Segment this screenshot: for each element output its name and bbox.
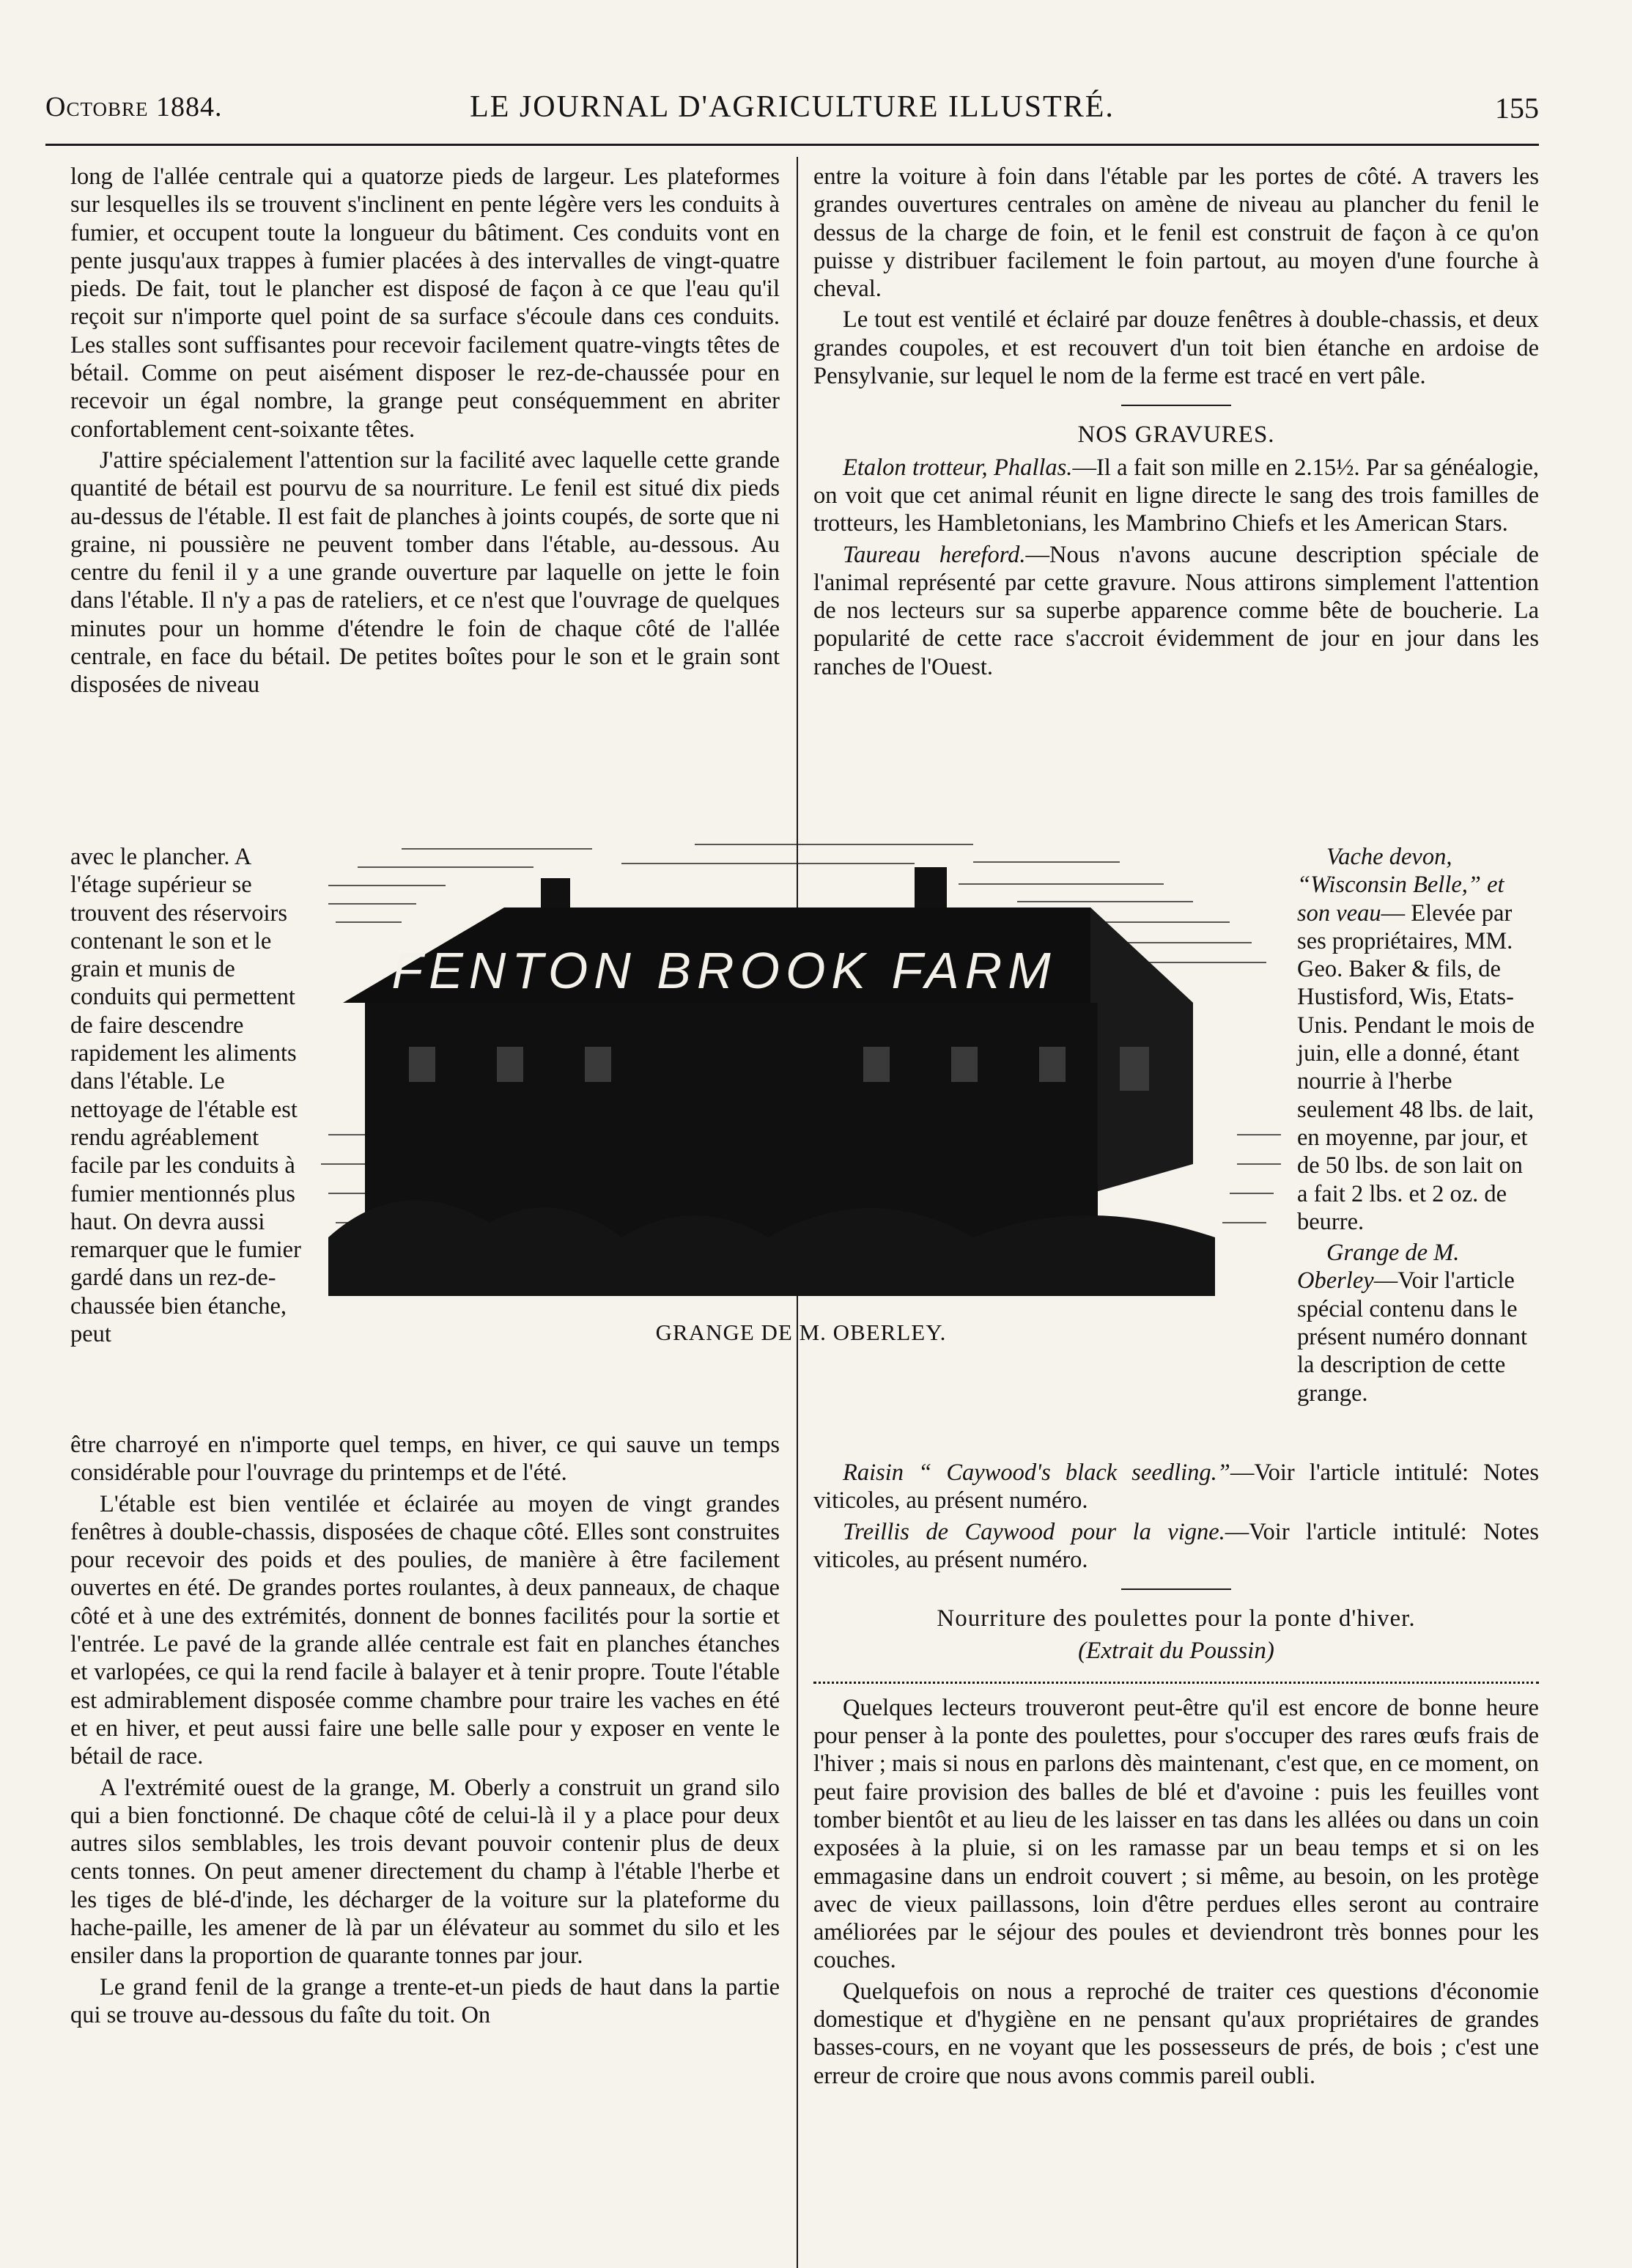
paragraph: entre la voiture à foin dans l'étable par les portes de côté. A travers les grandes ouvertures centrales on amène de niveau au plancher du fenil le dessus de la charge de foin, et le fenil est construit de façon à ce qu'on puisse y distribuer facilement le foin partout, au moyen d'une fourche à cheval. <box>813 163 1539 303</box>
left-column-narrow <box>70 843 303 1348</box>
gravure-item <box>813 1518 1539 1575</box>
left-column-bottom <box>70 1431 780 2029</box>
dotted-rule <box>813 1677 1539 1684</box>
gravure-title: Taureau hereford. <box>843 541 1026 568</box>
gravure-item <box>813 454 1539 538</box>
figure-caption: GRANGE DE M. OBERLEY. <box>655 1319 947 1345</box>
gravure-text: —Voir l'article intitulé: Notes viticoles, au présent numéro. <box>813 1518 1539 1573</box>
left-column-top <box>70 163 780 699</box>
gravure-title: Vache devon, “Wisconsin Belle,” et son veau <box>1297 844 1504 927</box>
gravure-text: —Il a fait son mille en 2.15½. Par sa généalogie, on voit que cet animal réunit en ligne directe le sang des trois familles de trotteurs, les Hambletonians, les Mambrino Chiefs et les American Stars. <box>813 454 1539 537</box>
section-title: Nourriture des poulettes pour la ponte d'hiver. <box>937 1605 1416 1632</box>
paragraph: L'étable est bien ventilée et éclairée au moyen de vingt grandes fenêtres à double-chassis, disposées de chaque côté. Elles sont construites pour recevoir des poids et des poulies, de manière à être facilement ouvertes en été. De grandes portes roulantes, à deux panneaux, de chaque côté et à une des extrémités, donnent de bonnes facilités pour la sortie et l'entrée. Le pavé de la grande allée centrale est fait en planches étanches et varlopées, ce qui la rend facile à balayer et à tenir propre. Toute l'étable est admirablement disposée comme chambre pour traire les vaches en été et en hiver, et peut aussi faire une belle salle pour y exposer en vente le bétail de race. <box>70 1490 780 1770</box>
gravure-title: Treillis de Caywood pour la vigne. <box>843 1518 1225 1545</box>
right-column-bottom <box>813 1459 1539 2090</box>
separator <box>1121 405 1231 406</box>
page-number: 155 <box>1495 92 1539 125</box>
gravure-item <box>813 541 1539 681</box>
barn-illustration <box>314 827 1288 1311</box>
gravure-title: Etalon trotteur, Phallas. <box>843 454 1073 481</box>
gravure-item <box>1297 1239 1539 1407</box>
journal-title: LE JOURNAL D'AGRICULTURE ILLUSTRÉ. <box>470 90 1115 124</box>
gravure-text: — Elevée par ses propriétaires, MM. Geo. Baker & fils, de Hustisford, Wis, Etats-Unis. Pendant le mois de juin, elle a donné, étant nourrie à l'herbe seulement 48 lbs. de lait, en moyenne, par jour, et de 50 lbs. de son lait on a fait 2 lbs. et 2 oz. de beurre. <box>1297 899 1535 1235</box>
barn-engraving <box>314 827 1288 1311</box>
paragraph: Quelques lecteurs trouveront peut-être qu'il est encore de bonne heure pour penser à la ponte des poulettes, pour s'occuper des rares œufs frais de l'hiver ; mais si nous en parlons dès maintenant, c'est que, en ce moment, on peut faire provision des balles de blé et d'avoine : puis les feuilles vont tomber bientôt et au lieu de les laisser en tas dans les allées ou dans un coin exposées à la pluie, si on les ramasse par un beau temps et si on les emmagasine dans un endroit couvert ; si même, au besoin, on les protège avec de vieux paillassons, loin d'être perdues elles seront au contraire améliorées par le séjour des poules et deviendront très bonnes pour les couches. <box>813 1694 1539 1974</box>
barn-sign-text: FENTON BROOK FARM <box>391 942 1057 999</box>
paragraph: J'attire spécialement l'attention sur la facilité avec laquelle cette grande quantité de bétail est pourvu de sa nourriture. Le fenil est situé dix pieds au-dessus de l'étable. Il est fait de planches à joints coupés, de sorte que ni graine, ni poussière ne peuvent tomber dans l'étable, au-dessous. Au centre du fenil il y a une grande ouverture par laquelle on jette le foin dans l'étable. Il n'y a pas de rateliers, et ce n'est que l'ouvrage de quelques minutes pour un homme d'étendre le foin de chaque côté de l'allée centrale, en face du bétail. De petites boîtes pour le son et le grain sont disposées de niveau <box>70 446 780 699</box>
gravure-title: Raisin “ Caywood's black seedling.” <box>843 1459 1230 1486</box>
gravure-item <box>813 1459 1539 1515</box>
paragraph: être charroyé en n'importe quel temps, en hiver, ce qui sauve un temps considérable pour l'ouvrage du printemps et de l'été. <box>70 1432 780 1487</box>
right-column-narrow <box>1297 843 1539 1407</box>
gravure-text: —Nous n'avons aucune description spéciale de l'animal représenté par cette gravure. Nous attirons simplement l'attention de nos lecteurs sur sa superbe apparence comme bête de boucherie. La popularité de cette race s'accroit évidemment de jour en jour dans les ranches de l'Ouest. <box>813 541 1539 680</box>
paragraph: Le grand fenil de la grange a trente-et-un pieds de haut dans la partie qui se trouve au-dessous du faîte du toit. On <box>70 1973 780 2028</box>
gravure-title: Grange de M. Oberley <box>1297 1240 1460 1295</box>
paragraph: long de l'allée centrale qui a quatorze pieds de largeur. Les plateformes sur lesquelles ils se trouvent s'inclinent en pente légère vers les conduits à fumier, et occupent toute la longueur du bâtiment. Ces conduits vont en pente jusqu'aux trappes à fumier placées à des intervalles de vingt-quatre pieds. De fait, tout le plancher est disposé de façon à ce que l'eau qu'il reçoit sur n'importe quel point de sa surface s'écoule dans ces conduits. Les stalles sont suffisantes pour recevoir facilement quatre-vingts têtes de bétail. Comme on peut aisément disposer le rez-de-chaussée pour en recevoir un égal nombre, la grange peut conséquemment en abriter confortablement cent-soixante têtes. <box>70 163 780 443</box>
barn-wall <box>365 1003 1098 1237</box>
separator <box>1121 1588 1231 1590</box>
gravure-item <box>1297 843 1539 1236</box>
paragraph: A l'extrémité ouest de la grange, M. Oberly a construit un grand silo qui a bien fonctionné. De chaque côté de celui-là il y a place pour deux autres silos semblables, les trois devant pouvoir contenir plus de deux cents tonnes. On peut amener directement du champ à l'étable l'herbe et les tiges de blé-d'inde, les décharger de la voiture sur la plateforme du hache-paille, les amener de là par un élévateur au sommet du silo et les ensiler dans la proportion de quarante tonnes par jour. <box>70 1774 780 1970</box>
gravure-text: —Voir l'article spécial contenu dans le présent numéro donnant la description de cette grange. <box>1297 1267 1528 1407</box>
paragraph: Le tout est ventilé et éclairé par douze fenêtres à double-chassis, et deux grandes coupoles, et est recouvert d'un toit bien étanche en ardoise de Pensylvanie, sur lequel le nom de la ferme est tracé en vert pâle. <box>813 306 1539 390</box>
paragraph: avec le plancher. A l'étage supérieur se trouvent des réservoirs contenant le son et le grain et munis de conduits qui permettent de faire descendre rapidement les aliments dans l'étable. Le nettoyage de l'étable est rendu agréablement facile par les conduits à fumier mentionnés plus haut. On devra aussi remarquer que le fumier gardé dans un rez-de-chaussée bien étanche, peut <box>70 844 301 1348</box>
header-rule <box>45 144 1539 146</box>
section-title: NOS GRAVURES. <box>1077 421 1275 449</box>
issue-date: Octobre 1884. <box>45 92 223 122</box>
page-header <box>45 86 1539 133</box>
right-column-top <box>813 163 1539 681</box>
paragraph: Quelquefois on nous a reproché de traiter ces questions d'économie domestique et d'hygiène en ne pensant qu'aux propriétaires de grandes basses-cours, en ne voyant que les possesseurs de prés, de bois ; c'est une erreur de croire que nous avons commis pareil oubli. <box>813 1978 1539 2089</box>
gravure-text: —Voir l'article intitulé: Notes viticoles, au présent numéro. <box>813 1459 1539 1514</box>
section-subtitle: (Extrait du Poussin) <box>1078 1638 1274 1665</box>
